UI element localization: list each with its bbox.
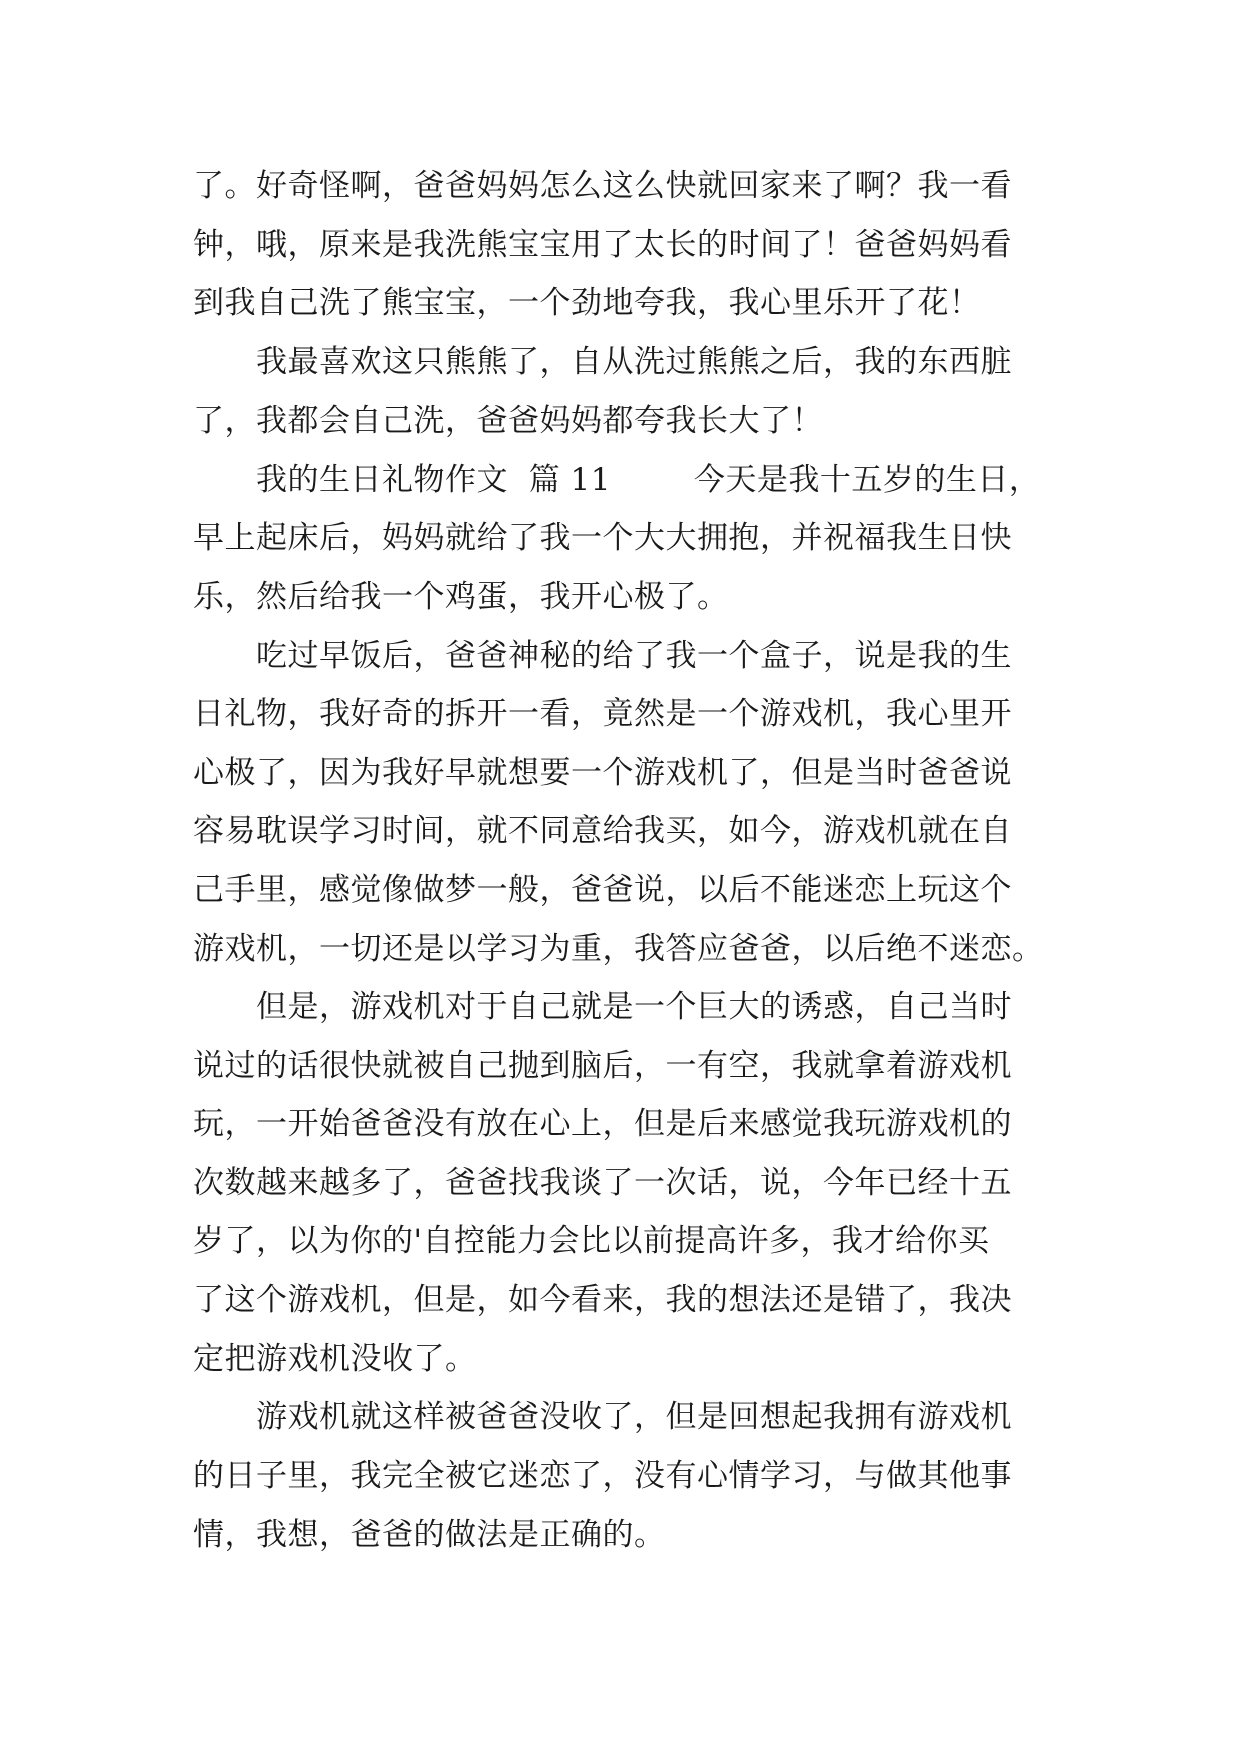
text-line: 早上起床后，妈妈就给了我一个大大拥抱，并祝福我生日快 bbox=[193, 520, 1012, 556]
text-line: 定把游戏机没收了。 bbox=[193, 1341, 477, 1377]
paragraph-first-line: 游戏机就这样被爸爸没收了，但是回想起我拥有游戏机 bbox=[256, 1399, 1012, 1435]
text-line: 说过的话很快就被自己抛到脑后，一有空，我就拿着游戏机 bbox=[193, 1048, 1012, 1084]
paragraph-first-line: 吃过早饭后，爸爸神秘的给了我一个盒子，说是我的生 bbox=[256, 638, 1012, 674]
text-line: 次数越来越多了，爸爸找我谈了一次话，说，今年已经十五 bbox=[193, 1165, 1012, 1201]
text-line: 的日子里，我完全被它迷恋了，没有心情学习，与做其他事 bbox=[193, 1458, 1012, 1494]
text-line: 乐，然后给我一个鸡蛋，我开心极了。 bbox=[193, 579, 729, 615]
text-line: 己手里，感觉像做梦一般，爸爸说，以后不能迷恋上玩这个 bbox=[193, 872, 1012, 908]
text-line: 钟，哦，原来是我洗熊宝宝用了太长的时间了！爸爸妈妈看 bbox=[193, 227, 1012, 263]
text-line: 日礼物，我好奇的拆开一看，竟然是一个游戏机，我心里开 bbox=[193, 696, 1012, 732]
text-line: 了这个游戏机，但是，如今看来，我的想法还是错了，我决 bbox=[193, 1282, 1012, 1318]
text-line: 玩，一开始爸爸没有放在心上，但是后来感觉我玩游戏机的 bbox=[193, 1106, 1012, 1142]
text-line: 容易耽误学习时间，就不同意给我买，如今，游戏机就在自 bbox=[193, 813, 1012, 849]
text-line: 情，我想，爸爸的做法是正确的。 bbox=[193, 1517, 666, 1553]
text-line: 了。好奇怪啊，爸爸妈妈怎么这么快就回家来了啊？我一看 bbox=[193, 168, 1012, 204]
section-heading-line: 我的生日礼物作文 篇 11 今天是我十五岁的生日， bbox=[256, 462, 1041, 498]
text-line: 到我自己洗了熊宝宝，一个劲地夸我，我心里乐开了花！ bbox=[193, 285, 981, 321]
text-line: 心极了，因为我好早就想要一个游戏机了，但是当时爸爸说 bbox=[193, 755, 1012, 791]
paragraph-first-line: 我最喜欢这只熊熊了，自从洗过熊熊之后，我的东西脏 bbox=[256, 344, 1012, 380]
text-line: 岁了，以为你的'自控能力会比以前提高许多，我才给你买 bbox=[193, 1223, 990, 1259]
text-line: 游戏机，一切还是以学习为重，我答应爸爸，以后绝不迷恋。 bbox=[193, 931, 1044, 967]
paragraph-first-line: 但是，游戏机对于自己就是一个巨大的诱惑，自己当时 bbox=[256, 989, 1012, 1025]
text-line: 了，我都会自己洗，爸爸妈妈都夸我长大了！ bbox=[193, 403, 823, 439]
